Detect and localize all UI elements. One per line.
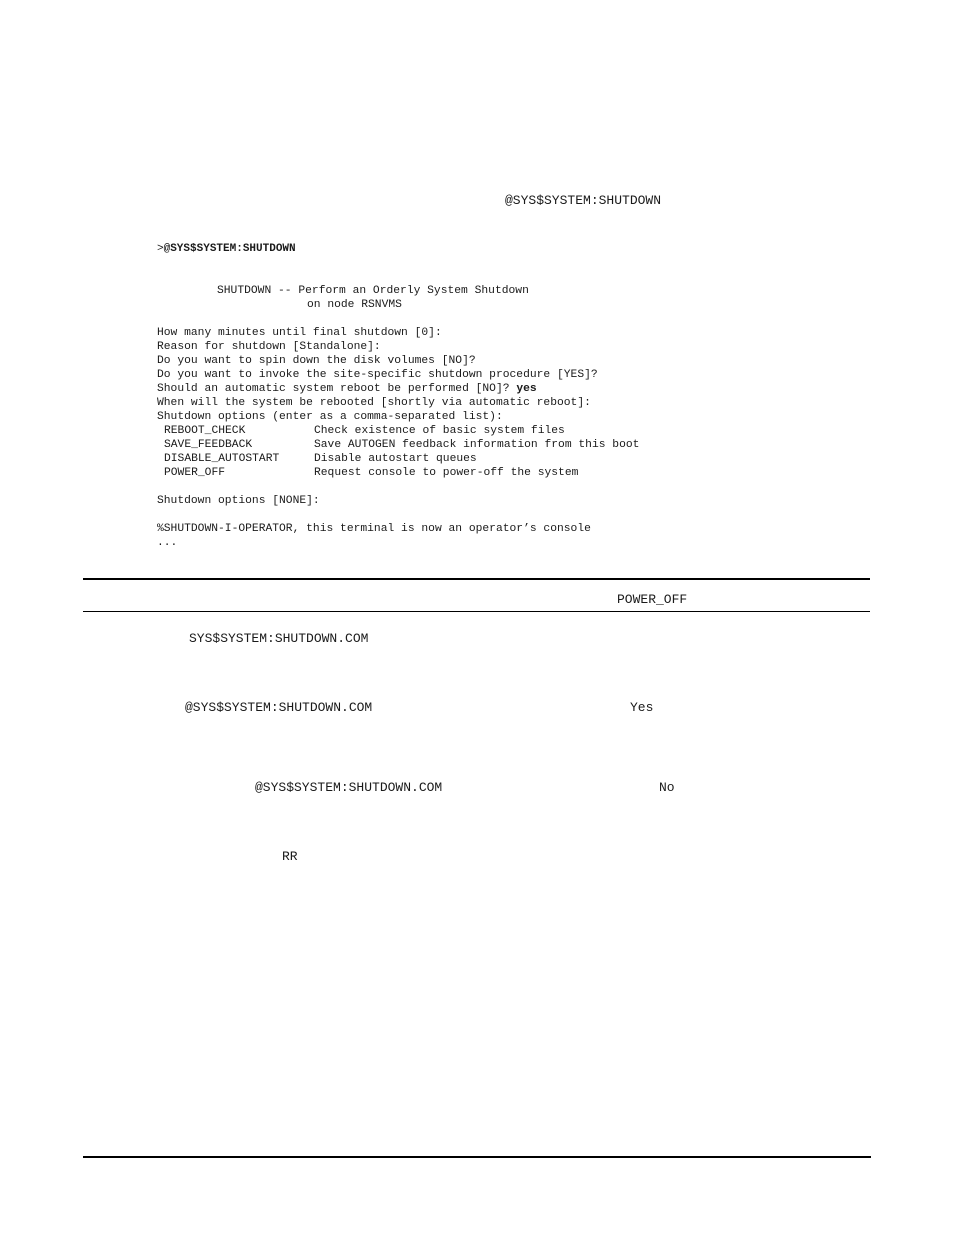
banner-line-2: on node RSNVMS bbox=[307, 299, 402, 311]
question-reboot bbox=[157, 382, 537, 396]
option-name: SAVE_FEEDBACK bbox=[164, 439, 253, 451]
note-top-rule bbox=[83, 578, 870, 580]
option-desc: Save AUTOGEN feedback information from this boot bbox=[314, 439, 640, 451]
body-yes: Yes bbox=[630, 700, 654, 715]
question-reboot-answer: yes bbox=[516, 383, 537, 395]
prompt-line bbox=[157, 243, 296, 255]
body-file-2: @SYS$SYSTEM:SHUTDOWN.COM bbox=[185, 700, 373, 715]
option-desc: Disable autostart queues bbox=[314, 453, 477, 465]
question-when: When will the system be rebooted [shortly via automatic reboot]: bbox=[157, 397, 591, 409]
intro-command: @SYS$SYSTEM:SHUTDOWN bbox=[505, 193, 662, 208]
note-bottom-rule bbox=[83, 611, 870, 612]
options-prompt: Shutdown options [NONE]: bbox=[157, 495, 320, 507]
note-power-off: POWER_OFF bbox=[617, 592, 688, 607]
question-reason: Reason for shutdown [Standalone]: bbox=[157, 341, 381, 353]
footer-rule bbox=[83, 1156, 871, 1158]
question-spin-down: Do you want to spin down the disk volumes [NO]? bbox=[157, 355, 476, 367]
ellipsis: ... bbox=[157, 537, 178, 549]
option-name: REBOOT_CHECK bbox=[164, 425, 246, 437]
body-file-1: SYS$SYSTEM:SHUTDOWN.COM bbox=[189, 631, 369, 646]
option-desc: Request console to power-off the system bbox=[314, 467, 579, 479]
question-reboot-text: Should an automatic system reboot be performed [NO]? bbox=[157, 383, 510, 395]
option-name: POWER_OFF bbox=[164, 467, 226, 479]
banner-line-1: SHUTDOWN -- Perform an Orderly System Shutdown bbox=[217, 285, 529, 297]
body-file-3: @SYS$SYSTEM:SHUTDOWN.COM bbox=[255, 780, 443, 795]
operator-message: %SHUTDOWN-I-OPERATOR, this terminal is now an operator’s console bbox=[157, 523, 591, 535]
prompt-command: @SYS$SYSTEM:SHUTDOWN bbox=[163, 243, 296, 255]
option-name: DISABLE_AUTOSTART bbox=[164, 453, 280, 465]
prompt-char: > bbox=[157, 243, 164, 255]
question-site-specific: Do you want to invoke the site-specific shutdown procedure [YES]? bbox=[157, 369, 598, 381]
question-options: Shutdown options (enter as a comma-separated list): bbox=[157, 411, 503, 423]
question-minutes: How many minutes until final shutdown [0]: bbox=[157, 327, 442, 339]
option-desc: Check existence of basic system files bbox=[314, 425, 565, 437]
body-no: No bbox=[659, 780, 675, 795]
body-rr: RR bbox=[282, 849, 298, 864]
